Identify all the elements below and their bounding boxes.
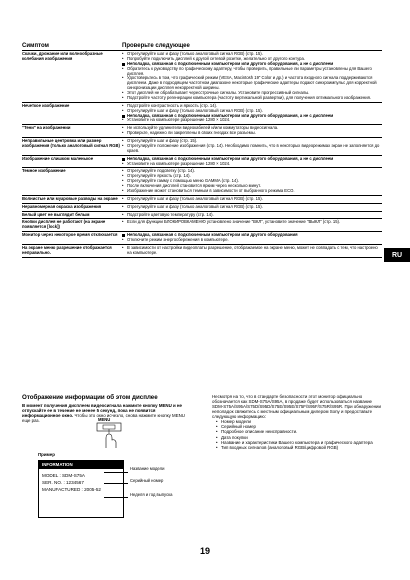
symptom-cell: Кнопки дисплея не работают (на экране появляется [lock]): [22, 219, 122, 232]
check-list: [122, 52, 380, 101]
check-item: • Отрегулируйте подсветку (стр. 14).: [122, 169, 380, 174]
table-row: [22, 211, 382, 219]
header-symptom: Симптом: [22, 42, 122, 51]
check-item: • Попробуйте подключить дисплей к другой сетевой розетке, желательно от другого контура.: [122, 57, 380, 62]
troubleshooting-table: [22, 42, 382, 258]
table-row: [22, 51, 382, 103]
table-row: [22, 155, 382, 168]
check-cell: [122, 219, 382, 232]
language-badge: RU: [384, 248, 410, 262]
check-item: • Отрегулируйте положение изображения (стр. 14). Необходимо помнить, что в некоторых видеорежимах экран не заполняется до краев.: [122, 144, 380, 154]
table-row: [22, 219, 382, 232]
callout-leader-date: [104, 497, 128, 498]
check-list: [122, 157, 380, 167]
table-row: [22, 168, 382, 195]
callout-serial: Серийный номер: [130, 478, 164, 483]
symptom-cell: Неравномерная окраска изображения: [22, 203, 122, 211]
service-info-item: • Подробное описание неисправности.: [221, 429, 382, 434]
check-item: • Установите на компьютере разрешение 1280 × 1024.: [122, 118, 380, 123]
service-info-item: • Тип входных сигналов (аналоговый RGB/цифровой RGB): [221, 445, 382, 450]
check-item: • Изображение может становиться темным в зависимости от выбранного режима ECO.: [122, 189, 380, 194]
service-info-item: • Серийный номер: [221, 424, 382, 429]
check-list: [122, 220, 380, 225]
check-list: [122, 126, 380, 136]
check-cell: [122, 138, 382, 156]
table-row: [22, 203, 382, 211]
symptom-cell: Темное изображение: [22, 168, 122, 195]
table-header-row: [22, 42, 382, 51]
callout-leader-model: [104, 472, 128, 473]
check-item: • После включения дисплей становится ярким через несколько минут.: [122, 184, 380, 189]
symptom-cell: Монитор через некоторое время отключается: [22, 232, 122, 245]
symptom-cell: Скачки, дрожание или волнообразные колебания изображения: [22, 51, 122, 103]
check-cell: [122, 195, 382, 203]
check-heading: Неполадка, связанная с подключенным компьютером или другого оборудования, а не с дисплеем: [122, 157, 380, 162]
check-item: • Установите на компьютере разрешение 1280 × 1024.: [122, 162, 380, 167]
symptom-cell: Изображение слишком маленькое: [22, 155, 122, 168]
example-label: Пример: [38, 452, 55, 457]
check-cell: [122, 102, 382, 125]
check-item: • Отрегулируйте гамму с помощью меню GAMMA (стр. 14).: [122, 179, 380, 184]
check-cell: [122, 155, 382, 168]
check-item: • Подстройте цветовую температуру (стр. 14).: [122, 213, 380, 218]
check-cell: [122, 125, 382, 138]
callout-model: Название модели: [130, 466, 165, 471]
check-list: [122, 197, 380, 202]
check-list: [122, 246, 380, 256]
info-section-title: Отображение информации об этом дисплее: [22, 394, 158, 401]
information-window-example: [38, 460, 124, 518]
service-info-text: [212, 394, 382, 450]
check-list: [122, 104, 380, 124]
page-number: 19: [199, 546, 210, 556]
check-list: [122, 213, 380, 218]
symptom-cell: Белый цвет не выглядит белым: [22, 211, 122, 219]
check-heading: Неполадка, связанная с подключенным компьютером или другого оборудования, а не с дисплеем: [122, 62, 380, 67]
menu-button-label: MENU: [98, 417, 111, 422]
check-cell: [122, 203, 382, 211]
info-manufactured-line: MANUFACTURED : 2005-52: [42, 486, 101, 492]
check-heading: Неполадка, связанная с подключенным компьютером или другого оборудования, а не с дисплеем: [122, 114, 380, 119]
service-info-item: • Дата покупки: [221, 435, 382, 440]
service-info-list: [212, 419, 382, 449]
table-row: [22, 138, 382, 156]
symptom-cell: Неправильные центровка или размер изображения (только аналоговый сигнал RGB): [22, 138, 122, 156]
service-info-paragraph: Несмотря на то, что в стандарте безопасности этот монитор официально обозначается как SDM-S75A/S95A, в продаже будет использоваться название SDM-S75A/S95A/S75D/S95D/S75E/S95E/S75F/S95F/S75R/S95R. При обнаружении неполадок свяжитесь с местным официальным дилером Sony и предоставьте следующую информацию:: [212, 394, 381, 420]
check-item: • Отрегулируйте шаг и фазу (только аналоговый сигнал RGB) (стр. 15).: [122, 109, 380, 114]
callout-date: Неделя и год выпуска: [130, 492, 173, 497]
service-info-item: • Название и характеристики Вашего компьютера и графического адаптера: [221, 440, 382, 445]
check-item: • Удостоверьтесь в том, что графический режим (VESA, Macintosh 19" Color и др.) и частота входного сигнала поддерживаются дисплеем. Даже в подходящем частотном диапазоне некоторые графические адаптеры подают синхроимпульс для корректной синхронизации дисплея некорректной ширины.: [122, 76, 380, 91]
service-info-item: • Номер модели: [221, 419, 382, 424]
symptom-cell: Волнистые или муаровые разводы на экране: [22, 195, 122, 203]
symptom-cell: На экране меню разрешение отображается неправильно.: [22, 244, 122, 257]
check-item: • Подстройте контрастность и яркость (стр. 14).: [122, 104, 380, 109]
check-list: [122, 139, 380, 154]
check-item: • Отключите режим энергосбережения в компьютере.: [122, 238, 380, 243]
header-check: Проверьте следующее: [122, 42, 382, 51]
information-window-header: INFORMATION: [39, 461, 123, 469]
check-item: • Проверьте, надежно ли закреплены в своих гнездах все разъемы.: [122, 131, 380, 136]
table-body: [22, 51, 382, 258]
info-serial-line: SER. NO. : 1234567: [42, 479, 84, 485]
symptom-cell: Нечеткое изображение: [22, 102, 122, 125]
check-item: • Отрегулируйте яркость (стр. 14).: [122, 174, 380, 179]
check-cell: [122, 168, 382, 195]
check-cell: [122, 211, 382, 219]
symptom-cell: "Тени" на изображении: [22, 125, 122, 138]
check-item: • В зависимости от настройки видеоплаты разрешение, отображаемое на экране меню, может не совпадать с тем, что настроено на компьютере.: [122, 246, 380, 256]
table-row: [22, 102, 382, 125]
check-item: • Если для функции БЛОКИРОВКАМЕНЮ установлено значение "ВКЛ", установите значение "ВЫКЛ" (стр. 15).: [122, 220, 380, 225]
table-row: [22, 244, 382, 257]
check-item: • Не используйте удлинители видеокабелей и/или коммутаторы видеосигнала.: [122, 126, 380, 131]
check-item: • Этот дисплей не обрабатывает чересстрочные сигналы. Установите прогрессивный сигналы.: [122, 91, 380, 96]
check-item: • Отрегулируйте шаг и фазу (только аналоговый сигнал RGB) (стр. 15).: [122, 197, 380, 202]
check-list: [122, 233, 380, 243]
check-cell: [122, 51, 382, 103]
info-model-line: MODEL : SDM-S75A: [42, 473, 85, 478]
info-tail-text: Чтобы это окно исчезло, снова нажмите кнопку MENU еще раз.: [22, 413, 185, 424]
check-item: • Отрегулируйте шаг и фазу (только аналоговый сигнал RGB) (стр. 15).: [122, 52, 380, 57]
check-list: [122, 205, 380, 210]
table-row: [22, 232, 382, 245]
table-row: [22, 125, 382, 138]
table-row: [22, 195, 382, 203]
check-list: [122, 169, 380, 193]
check-item: • Подстройте частоту регенерации компьютера (частоту вертикальной развертки), для получения оптимального изображения.: [122, 96, 380, 101]
check-heading: Неполадка, связанная с подключенным компьютером или другого оборудования: [122, 233, 380, 238]
check-cell: [122, 244, 382, 257]
check-item: • Обратитесь к руководству по графическому адаптеру, чтобы проверить, правильные ли параметры установлены для Вашего дисплея.: [122, 67, 380, 77]
callout-leader-serial: [104, 483, 128, 484]
check-item: • Отрегулируйте шаг и фазу (только аналоговый сигнал RGB) (стр. 15).: [122, 205, 380, 210]
check-cell: [122, 232, 382, 245]
check-item: • Отрегулируйте шаг и фазу (стр. 15).: [122, 139, 380, 144]
info-lead-text: В момент получения дисплеем видеосигнала нажмите кнопку MENU и не отпускайте ее в течение не менее 5 секунд, пока не появится информационное окно.: [22, 403, 182, 419]
